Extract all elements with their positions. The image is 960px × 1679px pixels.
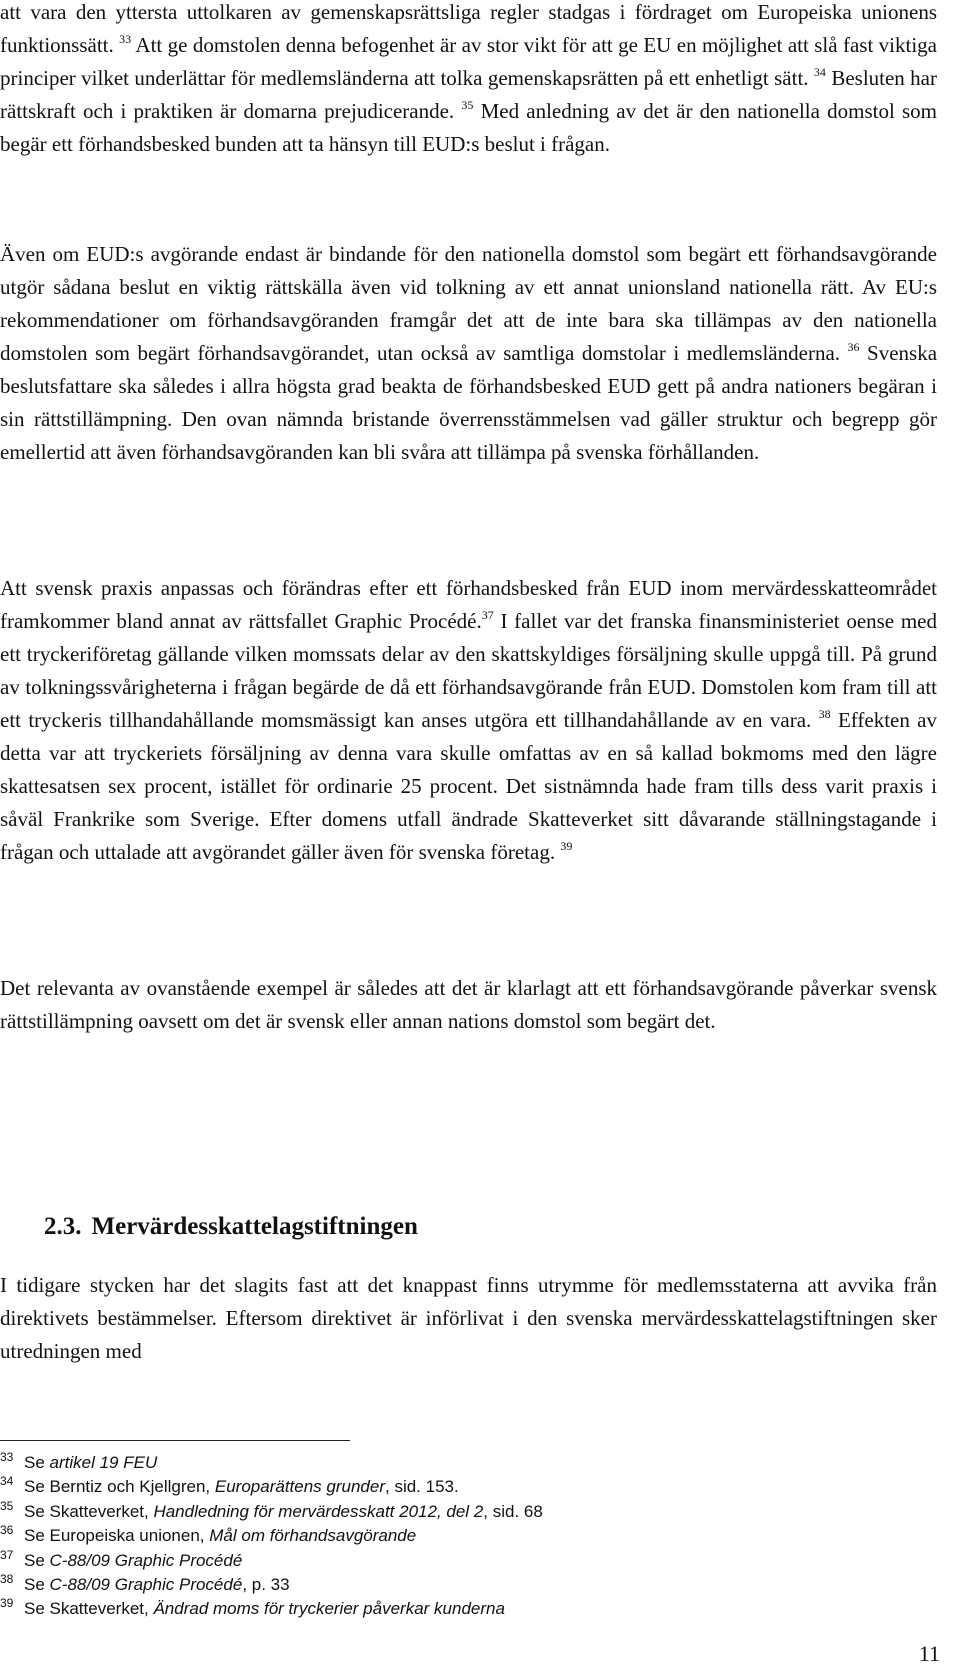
paragraph-text: Effekten av detta var att tryckeriets försäljning av denna vara skulle omfattas av en så kallad bokmoms med den lägre skattesatsen sex procent, istället för ordinarie 25 procent. Det sistnämnda hade fram tills dess varit praxis i såväl Frankrike som Sverige. Efter domens utfall ändrade Skatteverket sitt dåvarande ställningstagande i frågan och uttalade att avgörandet gäller även för svenska företag. — [0, 708, 937, 864]
footnote-text: , sid. 68 — [483, 1501, 543, 1521]
footnote-item — [0, 1475, 937, 1499]
footnote-number: 38 — [0, 1572, 14, 1587]
footnote-ref-34: 34 — [813, 65, 826, 79]
paragraph-2 — [0, 238, 937, 469]
footnote-text: Se Skatteverket, — [24, 1501, 154, 1521]
footnote-number: 35 — [0, 1498, 14, 1513]
paragraph-4 — [0, 972, 937, 1038]
footnote-title: artikel 19 FEU — [49, 1453, 158, 1472]
footnotes — [0, 1451, 937, 1622]
paragraph-text: att vara den yttersta uttolkaren av gemenskapsrättsliga regler stadgas i fördraget om Europeiska unionens funktionssätt. — [0, 0, 937, 57]
paragraph-3 — [0, 572, 937, 869]
section-heading — [44, 1210, 418, 1244]
footnote-ref-39: 39 — [560, 839, 573, 853]
footnote-title: C-88/09 Graphic Procédé — [49, 1575, 243, 1595]
footnote-separator — [0, 1440, 350, 1441]
footnote-item — [0, 1524, 937, 1548]
footnote-ref-35: 35 — [461, 98, 474, 112]
footnote-ref-37: 37 — [481, 608, 494, 622]
footnote-title: Ändrad moms för tryckerier påverkar kunderna — [153, 1599, 505, 1619]
footnote-text: Se Skatteverket, — [24, 1599, 154, 1619]
section-title: Mervärdesskattelagstiftningen — [91, 1213, 418, 1240]
footnote-text: Se — [24, 1575, 50, 1595]
paragraph-text: I tidigare stycken har det slagits fast att det knappast finns utrymme för medlemsstaterna att avvika från direktivets bestämmelser. Eftersom direktivet är införlivat i den svenska mervärdesskattelagstiftningen sker utredningen med — [0, 1273, 937, 1363]
footnote-text: , sid. 153. — [385, 1477, 459, 1497]
footnote-text: Se Berntiz och Kjellgren, — [24, 1477, 215, 1497]
footnote-text: Se — [24, 1550, 50, 1570]
footnote-ref-36: 36 — [847, 340, 860, 354]
footnote-text: Se — [24, 1453, 50, 1472]
paragraph-text: Även om EUD:s avgörande endast är bindande för den nationella domstol som begärt ett förhandsavgörande utgör sådana beslut en viktig rättskälla även vid tolkning av ett annat unionsland nationella rätt. Av EU:s rekommendationer om förhandsavgöranden framgår det att de inte bara ska tillämpas av den nationella domstolen som begärt förhandsavgörandet, utan också av samtliga domstolar i medlemsländerna. — [0, 242, 937, 365]
footnote-number: 34 — [0, 1474, 14, 1489]
footnote-title: Handledning för mervärdesskatt 2012, del 2 — [153, 1501, 484, 1521]
paragraph-text: Besluten har rättskraft och i praktiken är domarna prejudicerande. — [0, 66, 938, 123]
footnote-item — [0, 1451, 937, 1475]
paragraph-text: Att svensk praxis anpassas och förändras efter ett förhandsbesked från EUD inom mervärdesskatteområdet framkommer bland annat av rättsfallet Graphic Procédé. — [0, 576, 937, 633]
footnote-item — [0, 1549, 937, 1573]
paragraph-text: Svenska beslutsfattare ska således i allra högsta grad beakta de förhandsbesked EUD gett på andra nationers begäran i sin rättstillämpning. Den ovan nämnda bristande överrensstämmelsen vad gäller struktur och begrepp gör emellertid att även förhandsavgöranden kan bli svåra att tillämpa på svenska förhållanden. — [0, 341, 938, 464]
footnote-item — [0, 1597, 937, 1621]
paragraph-text: Med anledning av det är den nationella domstol som begär ett förhandsbesked bunden att ta hänsyn till EUD:s beslut i frågan. — [0, 99, 938, 156]
footnote-title: C-88/09 Graphic Procédé — [49, 1550, 243, 1570]
footnote-title: Mål om förhandsavgörande — [209, 1526, 417, 1546]
paragraph-text: Det relevanta av ovanstående exempel är således att det är klarlagt att ett förhandsavgörande påverkar svensk rättstillämpning oavsett om det är svensk eller annan nations domstol som begärt det. — [0, 976, 937, 1033]
footnote-number: 39 — [0, 1596, 14, 1611]
footnote-item — [0, 1500, 937, 1524]
paragraph-text: Att ge domstolen denna befogenhet är av stor vikt för att ge EU en möjlighet att slå fast viktiga principer vilket underlättar för medlemsländerna att tolka gemenskapsrätten på ett enhetligt sätt. — [0, 33, 938, 90]
footnote-text: Se Europeiska unionen, — [24, 1526, 210, 1546]
footnote-item — [0, 1573, 937, 1597]
section-number: 2.3. — [44, 1213, 82, 1240]
page-number: 11 — [918, 1641, 940, 1666]
footnote-number: 36 — [0, 1523, 14, 1538]
footnote-text: , p. 33 — [242, 1575, 290, 1595]
footnote-number: 37 — [0, 1547, 14, 1562]
footnote-number: 33 — [0, 1450, 14, 1464]
footnote-ref-33: 33 — [119, 32, 132, 46]
paragraph-1 — [0, 0, 937, 161]
footnote-ref-38: 38 — [818, 707, 831, 721]
footnote-title: Europarättens grunder — [214, 1477, 385, 1497]
paragraph-5 — [0, 1269, 937, 1368]
paragraph-text: I fallet var det franska finansministeriet oense med ett tryckeriföretag gällande vilken momssats delar av den skattskyldiges försäljning skulle uppgå till. På grund av tolkningssvårigheterna i frågan begärde de då ett förhandsavgörande från EUD. Domstolen kom fram till att ett tryckeris tillhandahållande momsmässigt kan anses utgöra ett tillhandahållande av en vara. — [0, 609, 938, 732]
